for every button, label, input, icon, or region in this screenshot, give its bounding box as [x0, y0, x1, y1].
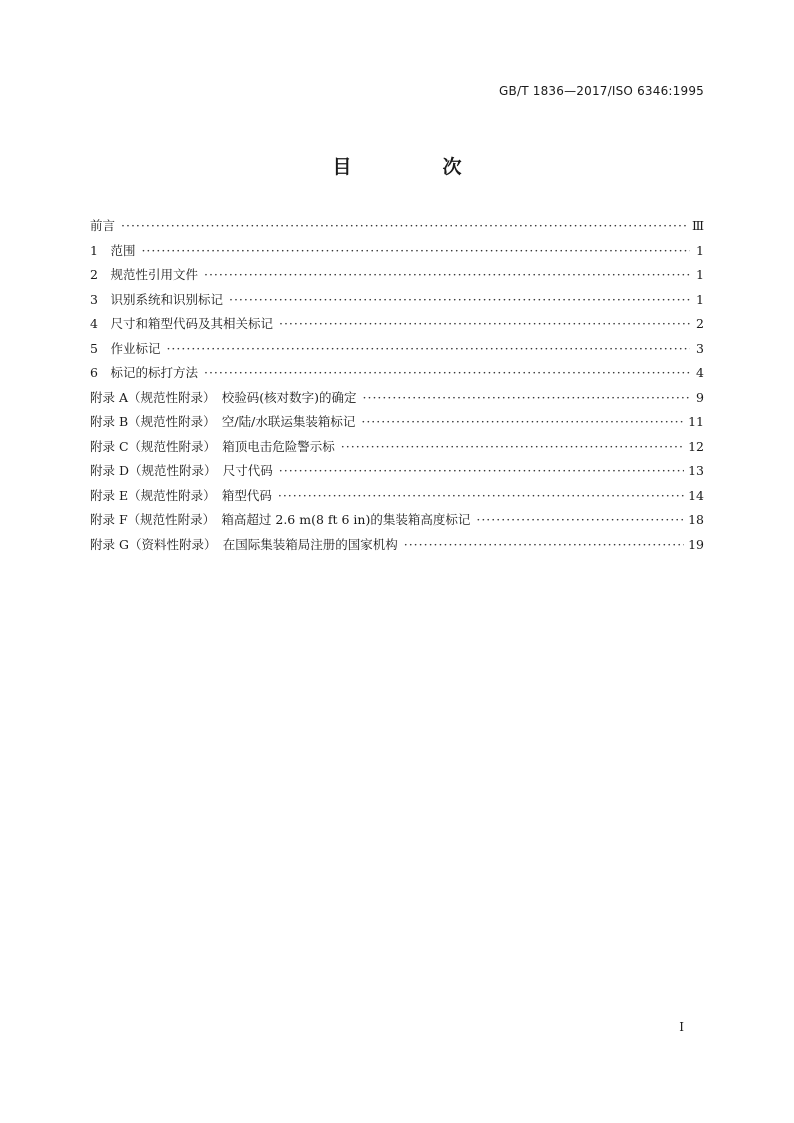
page-number: I [679, 1020, 684, 1034]
toc-leader-dots [341, 439, 684, 454]
toc-entry-page: 3 [696, 340, 704, 356]
toc-entry-annex-a[interactable] [90, 388, 704, 413]
toc-entry-label: 6 标记的标打方法 [90, 365, 198, 380]
toc-entry-label: 2 规范性引用文件 [90, 267, 198, 282]
standard-code-header: GB/T 1836—2017/ISO 6346:1995 [499, 84, 704, 98]
toc-leader-dots [404, 537, 684, 552]
toc-entry-label: 4 尺寸和箱型代码及其相关标记 [90, 316, 273, 331]
toc-entry-scope[interactable] [90, 241, 704, 266]
toc-entry-page: 4 [696, 365, 704, 380]
toc-entry-size-type-codes[interactable] [90, 314, 704, 339]
toc-entry-label: 3 识别系统和识别标记 [90, 291, 223, 307]
toc-entry-label: 5 作业标记 [90, 340, 161, 356]
toc-entry-normative-references[interactable] [90, 265, 704, 290]
toc-entry-page: 12 [688, 438, 704, 454]
toc-entry-page: 1 [696, 291, 704, 307]
toc-leader-dots [141, 243, 690, 258]
toc-entry-label: 附录 F（规范性附录） 箱高超过 2.6 m(8 ft 6 in)的集装箱高度标记 [90, 512, 471, 527]
toc-leader-dots [204, 365, 690, 380]
toc-leader-dots [279, 463, 684, 478]
toc-entry-marking-methods[interactable] [90, 363, 704, 388]
toc-entry-page: 2 [696, 316, 704, 331]
toc-entry-label: 附录 C（规范性附录） 箱顶电击危险警示标 [90, 438, 335, 454]
toc-leader-dots [476, 512, 684, 527]
toc-entry-label: 附录 D（规范性附录） 尺寸代码 [90, 463, 273, 478]
toc-entry-identification-system[interactable] [90, 290, 704, 315]
toc-leader-dots [361, 414, 684, 429]
toc-entry-page: 14 [688, 487, 704, 503]
table-of-contents [90, 216, 704, 559]
toc-entry-page: 1 [696, 267, 704, 282]
toc-entry-label: 附录 A（规范性附录） 校验码(核对数字)的确定 [90, 389, 357, 405]
toc-entry-label: 1 范围 [90, 242, 136, 258]
toc-leader-dots [166, 341, 690, 356]
toc-entry-label: 前言 [90, 218, 116, 233]
toc-entry-page: 11 [688, 414, 704, 429]
toc-entry-page: 19 [688, 536, 704, 552]
toc-entry-foreword[interactable] [90, 216, 704, 241]
toc-entry-annex-f[interactable] [90, 510, 704, 535]
toc-entry-annex-d[interactable] [90, 461, 704, 486]
toc-leader-dots [121, 218, 688, 233]
toc-entry-label: 附录 B（规范性附录） 空/陆/水联运集装箱标记 [90, 414, 356, 429]
toc-leader-dots [204, 267, 690, 282]
toc-entry-label: 附录 E（规范性附录） 箱型代码 [90, 487, 272, 503]
toc-entry-annex-e[interactable] [90, 486, 704, 511]
toc-entry-page: 18 [688, 512, 704, 527]
toc-entry-operational-marks[interactable] [90, 339, 704, 364]
toc-entry-page: Ⅲ [691, 218, 704, 233]
toc-entry-annex-b[interactable] [90, 412, 704, 437]
toc-entry-annex-c[interactable] [90, 437, 704, 462]
toc-entry-page: 9 [696, 389, 704, 405]
toc-entry-page: 13 [688, 463, 704, 478]
page-title: 目 次 [332, 156, 498, 178]
toc-leader-dots [278, 488, 684, 503]
toc-entry-label: 附录 G（资料性附录） 在国际集装箱局注册的国家机构 [90, 536, 398, 552]
toc-leader-dots [229, 292, 690, 307]
toc-leader-dots [363, 390, 690, 405]
toc-leader-dots [279, 316, 690, 331]
toc-entry-annex-g[interactable] [90, 535, 704, 560]
toc-entry-page: 1 [696, 242, 704, 258]
